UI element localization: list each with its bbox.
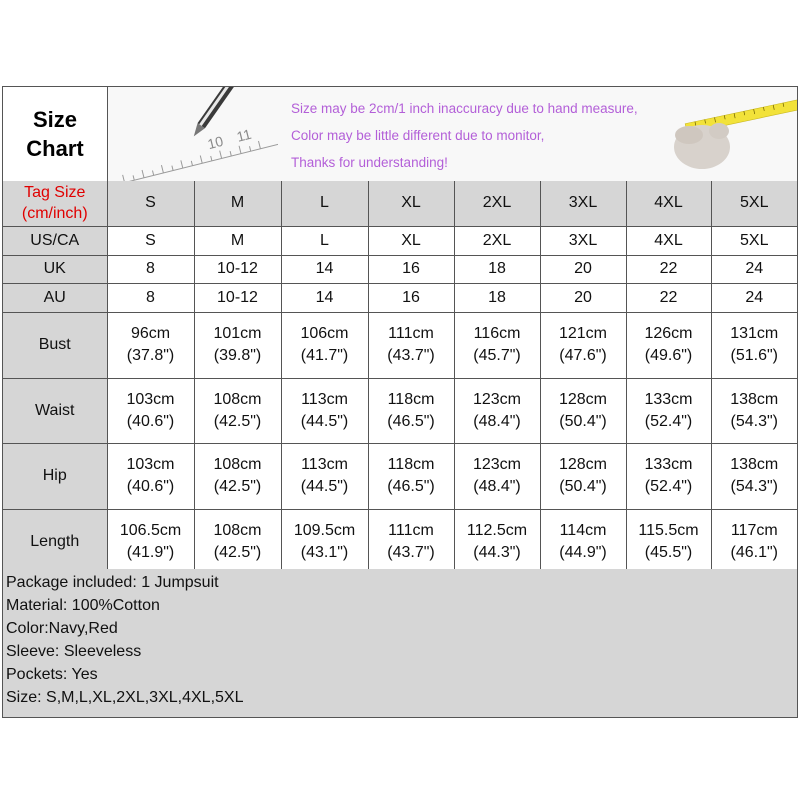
measure-cm: 108cm (213, 522, 262, 539)
measure-cell (626, 509, 711, 575)
measure-cm: 113cm (301, 456, 348, 473)
table-cell: 8 (107, 283, 194, 312)
measure-inch: (42.5") (213, 478, 262, 495)
measure-cell (107, 509, 194, 575)
table-cell: 22 (626, 255, 711, 283)
measure-inch: (46.5") (387, 412, 435, 430)
measure-inch: (44.9") (559, 544, 607, 561)
size-header-cell: 5XL (711, 181, 797, 226)
measure-cell (454, 443, 540, 509)
detail-pockets: Pockets: Yes (6, 666, 98, 683)
measure-inch: (50.4") (559, 412, 607, 430)
measure-cm: 103cm (126, 390, 175, 408)
table-cell: 14 (281, 255, 368, 283)
detail-sizes: Size: S,M,L,XL,2XL,3XL,4XL,5XL (6, 689, 244, 706)
measure-cell (107, 443, 194, 509)
table-cell: 16 (368, 283, 454, 312)
measure-cm: 114cm (559, 522, 607, 539)
table-cell: 18 (454, 255, 540, 283)
measure-inch: (44.5") (300, 478, 349, 495)
measure-inch: (42.5") (213, 412, 262, 430)
size-table (3, 181, 797, 576)
note-inaccuracy: Size may be 2cm/1 inch inaccuracy due to hand measure, (291, 101, 638, 116)
measure-cm: 103cm (126, 456, 175, 473)
table-cell: 10-12 (194, 283, 281, 312)
measure-cell (540, 443, 626, 509)
measure-cell (368, 378, 454, 443)
measure-cm: 128cm (558, 456, 608, 473)
measure-inch: (48.4") (473, 478, 521, 495)
product-details (3, 569, 797, 717)
measure-inch: (50.4") (559, 478, 607, 495)
row-label: Waist (3, 378, 107, 443)
detail-package: Package included: 1 Jumpsuit (6, 574, 219, 591)
table-cell: 18 (454, 283, 540, 312)
table-cell: 10-12 (194, 255, 281, 283)
measure-cm: 101cm (213, 325, 262, 342)
table-cell: 24 (711, 255, 797, 283)
note-thanks: Thanks for understanding! (291, 155, 448, 170)
measure-inch: (47.6") (559, 347, 607, 364)
size-header-cell: 2XL (454, 181, 540, 226)
measure-cell (107, 312, 194, 378)
measure-cell (194, 312, 281, 378)
size-header-cell: L (281, 181, 368, 226)
measure-cell (281, 443, 368, 509)
row-label: AU (3, 283, 107, 312)
table-cell: XL (368, 226, 454, 255)
tag-size-label (3, 181, 107, 226)
measure-inch: (45.5") (644, 544, 693, 561)
detail-material: Material: 100%Cotton (6, 597, 160, 614)
measure-cm: 106cm (300, 325, 349, 342)
measure-inch: (43.7") (387, 347, 435, 364)
measure-cm: 133cm (644, 456, 693, 473)
measure-cell (454, 509, 540, 575)
chart-title-line1: Size (32, 107, 78, 132)
table-cell: L (281, 226, 368, 255)
measure-inch: (48.4") (473, 412, 521, 430)
measure-cm: 131cm (730, 325, 779, 342)
measure-cell (281, 509, 368, 575)
size-header-cell: S (107, 181, 194, 226)
measure-cm: 109.5cm (293, 522, 356, 539)
size-header-cell: 3XL (540, 181, 626, 226)
note-color: Color may be little different due to monitor, (291, 128, 545, 143)
measure-cm: 138cm (730, 456, 779, 473)
row-label: UK (3, 255, 107, 283)
ruler-number-11: 11 (234, 125, 253, 145)
table-cell: 22 (626, 283, 711, 312)
measure-inch: (52.4") (644, 478, 693, 495)
measure-cell (540, 312, 626, 378)
row-label: US/CA (3, 226, 107, 255)
measure-cell (626, 443, 711, 509)
measure-cell (711, 443, 797, 509)
measure-cm: 108cm (213, 390, 262, 408)
measure-cell (194, 443, 281, 509)
table-cell: 5XL (711, 226, 797, 255)
measure-inch: (44.3") (473, 544, 521, 561)
measure-cm: 126cm (644, 325, 693, 342)
measure-cell (711, 312, 797, 378)
size-header-cell: M (194, 181, 281, 226)
table-cell: 24 (711, 283, 797, 312)
measure-cm: 138cm (730, 390, 779, 408)
row-label: Length (3, 509, 107, 575)
measure-cm: 118cm (387, 390, 435, 408)
measurement-banner (108, 87, 797, 181)
chart-title (3, 87, 108, 181)
measure-cm: 133cm (644, 390, 693, 408)
measure-cell (626, 312, 711, 378)
table-cell: 3XL (540, 226, 626, 255)
table-cell: 2XL (454, 226, 540, 255)
measure-cell (454, 312, 540, 378)
table-cell: 20 (540, 283, 626, 312)
measure-cm: 111cm (388, 325, 434, 342)
size-header-cell: XL (368, 181, 454, 226)
table-cell: 14 (281, 283, 368, 312)
table-cell: 20 (540, 255, 626, 283)
table-cell: 16 (368, 255, 454, 283)
measure-cell (281, 378, 368, 443)
table-cell: 4XL (626, 226, 711, 255)
measure-cm: 118cm (387, 456, 435, 473)
measure-cell (194, 509, 281, 575)
measure-inch: (51.6") (730, 347, 778, 364)
au-row (3, 283, 797, 312)
measure-cm: 108cm (213, 456, 262, 473)
table-cell: 8 (107, 255, 194, 283)
pencil-ruler-icon (108, 87, 278, 181)
measure-inch: (43.1") (300, 544, 349, 561)
tag-size-label-line1: Tag Size (24, 184, 86, 202)
table-cell: S (107, 226, 194, 255)
measure-inch: (42.5") (213, 544, 262, 561)
measure-inch: (39.8") (213, 347, 262, 364)
measure-cell (540, 509, 626, 575)
measure-inch: (46.5") (387, 478, 435, 495)
measure-inch: (45.7") (473, 347, 521, 364)
measure-inch: (41.7") (300, 347, 349, 364)
measure-inch: (37.8") (126, 347, 175, 364)
measure-inch: (54.3") (730, 478, 778, 495)
measure-row-hip (3, 443, 797, 509)
measure-cm: 116cm (473, 325, 521, 342)
measure-cell (368, 443, 454, 509)
uk-row (3, 255, 797, 283)
measure-row-waist (3, 378, 797, 443)
measuring-tape-icon (627, 87, 797, 181)
measure-cell (107, 378, 194, 443)
measure-cm: 115.5cm (638, 522, 699, 539)
measure-inch: (41.9") (126, 544, 175, 561)
measure-cell (540, 378, 626, 443)
measure-cm: 111cm (388, 522, 434, 539)
measure-cell (454, 378, 540, 443)
measure-cm: 112.5cm (466, 522, 528, 539)
measure-cm: 123cm (472, 390, 522, 408)
detail-sleeve: Sleeve: Sleeveless (6, 643, 142, 660)
chart-header (3, 87, 797, 182)
measure-cm: 128cm (558, 390, 608, 408)
measure-cm: 121cm (558, 325, 608, 342)
ruler-number-10: 10 (205, 132, 225, 153)
tag-size-row (3, 181, 797, 226)
measure-inch: (40.6") (126, 478, 175, 495)
measure-inch: (43.7") (387, 544, 435, 561)
measure-cm: 117cm (730, 522, 778, 539)
tag-size-label-line2: (cm/inch) (21, 205, 88, 223)
us-ca-row (3, 226, 797, 255)
measure-inch: (44.5") (300, 412, 349, 430)
row-label: Hip (3, 443, 107, 509)
measure-row-length (3, 509, 797, 575)
chart-title-line2: Chart (26, 136, 84, 161)
measure-cell (711, 378, 797, 443)
measure-inch: (52.4") (644, 412, 693, 430)
measure-inch: (46.1") (730, 544, 778, 561)
measure-cell (711, 509, 797, 575)
measure-cell (281, 312, 368, 378)
measure-inch: (49.6") (644, 347, 693, 364)
measure-cm: 106.5cm (119, 522, 182, 539)
row-label: Bust (3, 312, 107, 378)
size-header-cell: 4XL (626, 181, 711, 226)
measure-cell (194, 378, 281, 443)
measure-cm: 113cm (301, 390, 348, 408)
measure-cell (368, 509, 454, 575)
measure-inch: (40.6") (126, 412, 175, 430)
measure-cm: 123cm (472, 456, 522, 473)
measure-cm: 96cm (130, 325, 171, 342)
measure-cell (368, 312, 454, 378)
detail-color: Color:Navy,Red (6, 620, 118, 637)
size-chart (2, 86, 798, 718)
measurement-rows (3, 312, 797, 575)
measure-row-bust (3, 312, 797, 378)
measure-cell (626, 378, 711, 443)
measure-inch: (54.3") (730, 412, 778, 430)
table-cell: M (194, 226, 281, 255)
